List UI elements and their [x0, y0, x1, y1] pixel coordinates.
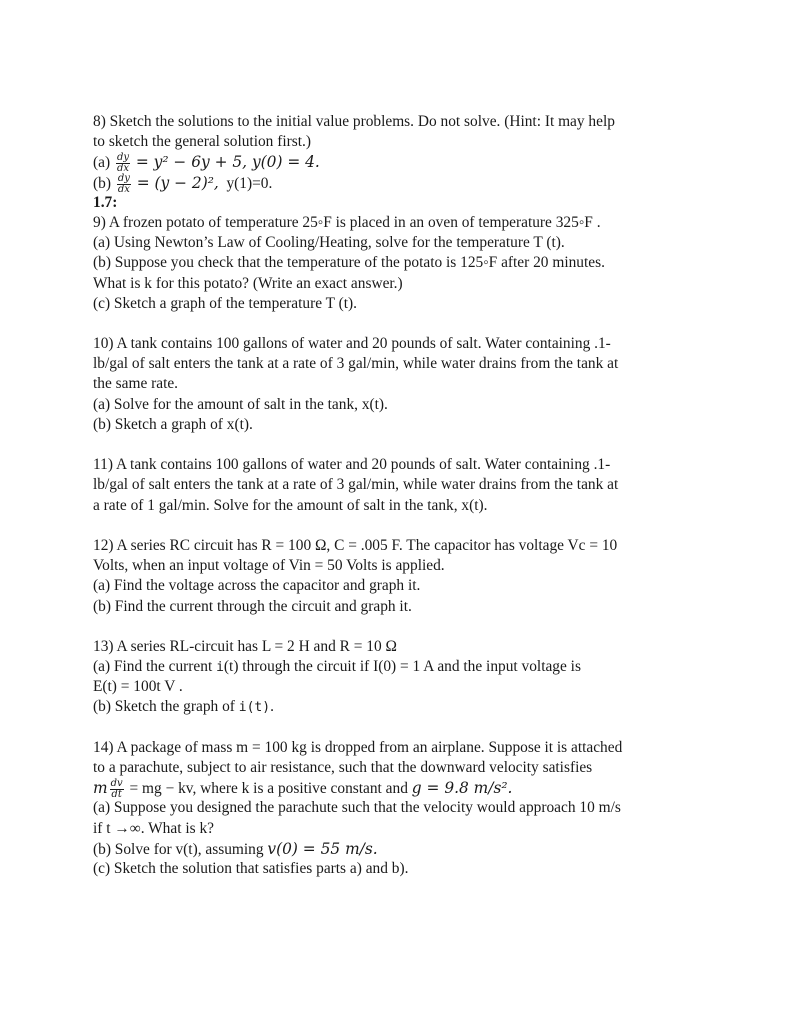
- current-function: i(t): [238, 700, 271, 716]
- problem-8: [93, 112, 703, 193]
- problem-14-line-2: to a parachute, subject to air resistance, such that the downward velocity satisfies: [93, 759, 593, 776]
- initial-condition: y(1)=0.: [226, 174, 273, 192]
- spacer: [93, 617, 703, 637]
- problem-14-line-6: (b) Solve for v(t), assuming v(0) = 55 m/s.: [93, 839, 378, 858]
- problem-9-line-1: 9) A frozen potato of temperature 25◦F is placed in an oven of temperature 325◦F .: [93, 213, 601, 231]
- problem-11-line-2: lb/gal of salt enters the tank at a rate of 3 gal/min, while water drains from the tank at: [93, 476, 619, 494]
- problem-10-line-4: (a) Solve for the amount of salt in the tank, x(t).: [93, 395, 388, 413]
- problem-12-line-3: (a) Find the voltage across the capacitor and graph it.: [93, 577, 421, 595]
- problem-9-line-4: What is k for this potato? (Write an exact answer.): [93, 274, 403, 292]
- part-a-label: (a): [93, 154, 111, 172]
- problem-13-line-2: (a) Find the current i(t) through the circuit if I(0) = 1 A and the input voltage is: [93, 658, 581, 676]
- problem-14-line-5: if t →∞. What is k?: [93, 819, 214, 837]
- spacer: [93, 718, 703, 738]
- problem-14-line-3: m $\frac{dv}{dt}$ = mg − kv, where k is a positive constant and g = 9.8 m/s².: [93, 778, 513, 801]
- problem-12-line-4: (b) Find the current through the circuit and graph it.: [93, 597, 412, 615]
- problem-13-line-1: 13) A series RL-circuit has L = 2 H and R = 10 Ω: [93, 637, 397, 655]
- problem-14-line-7: (c) Sketch the solution that satisfies parts a) and b).: [93, 859, 409, 877]
- derivative-fraction: $\frac{dy}{dx}$: [116, 152, 130, 175]
- problem-8-line-1: 8) Sketch the solutions to the initial value problems. Do not solve. (Hint: It may help: [93, 113, 615, 130]
- spacer: [93, 435, 703, 455]
- problem-10-line-2: lb/gal of salt enters the tank at a rate of 3 gal/min, while water drains from the tank at: [93, 355, 619, 373]
- equation-rhs: = y² − 6y + 5, y(0) = 4.: [135, 153, 320, 172]
- equation-rhs: = (y − 2)²,: [136, 173, 219, 192]
- problem-10-line-5: (b) Sketch a graph of x(t).: [93, 415, 253, 433]
- problem-9: [93, 213, 703, 314]
- problem-8-line-2: to sketch the general solution first.): [93, 133, 311, 151]
- problem-12-line-1: 12) A series RC circuit has R = 100 Ω, C = .005 F. The capacitor has voltage Vc = 10: [93, 536, 618, 554]
- initial-velocity: v(0) = 55 m/s.: [267, 839, 378, 858]
- problem-9-line-5: (c) Sketch a graph of the temperature T (t).: [93, 294, 357, 312]
- problem-14-line-4: (a) Suppose you designed the parachute such that the velocity would approach 10 m/s: [93, 799, 621, 817]
- problem-11: [93, 455, 703, 516]
- gravity-value: g = 9.8 m/s².: [411, 779, 513, 798]
- mass-symbol: m: [93, 779, 108, 798]
- problem-11-line-1: 11) A tank contains 100 gallons of water and 20 pounds of salt. Water containing .1-: [93, 456, 611, 474]
- problem-14: [93, 738, 703, 879]
- problem-10-line-3: the same rate.: [93, 375, 179, 393]
- spacer: [93, 516, 703, 536]
- spacer: [93, 314, 703, 334]
- current-symbol: i: [216, 660, 224, 676]
- section-heading: 1.7:: [93, 193, 118, 211]
- derivative-fraction: $\frac{dy}{dx}$: [117, 172, 130, 195]
- problem-9-line-3: (b) Suppose you check that the temperature of the potato is 125◦F after 20 minutes.: [93, 254, 605, 272]
- problem-12-line-2: Volts, when an input voltage of Vin = 50 Volts is applied.: [93, 557, 445, 575]
- problem-10-line-1: 10) A tank contains 100 gallons of water and 20 pounds of salt. Water containing .1-: [93, 335, 611, 353]
- problem-13: [93, 637, 703, 718]
- problem-12: [93, 536, 703, 617]
- derivative-fraction: $\frac{dv}{dt}$: [110, 778, 123, 801]
- problem-10: [93, 334, 703, 435]
- problem-14-line-1: 14) A package of mass m = 100 kg is dropped from an airplane. Suppose it is attached: [93, 738, 623, 756]
- problem-13-line-4: (b) Sketch the graph of i(t).: [93, 698, 274, 716]
- problem-11-line-3: a rate of 1 gal/min. Solve for the amount of salt in the tank, x(t).: [93, 496, 488, 514]
- problem-8-part-a: [93, 152, 703, 175]
- part-b-label: (b): [93, 174, 111, 192]
- problem-8-part-b: [93, 173, 703, 193]
- worksheet-page: [93, 112, 703, 879]
- problem-13-line-3: E(t) = 100t V .: [93, 678, 183, 696]
- problem-9-line-2: (a) Using Newton’s Law of Cooling/Heating, solve for the temperature T (t).: [93, 234, 565, 252]
